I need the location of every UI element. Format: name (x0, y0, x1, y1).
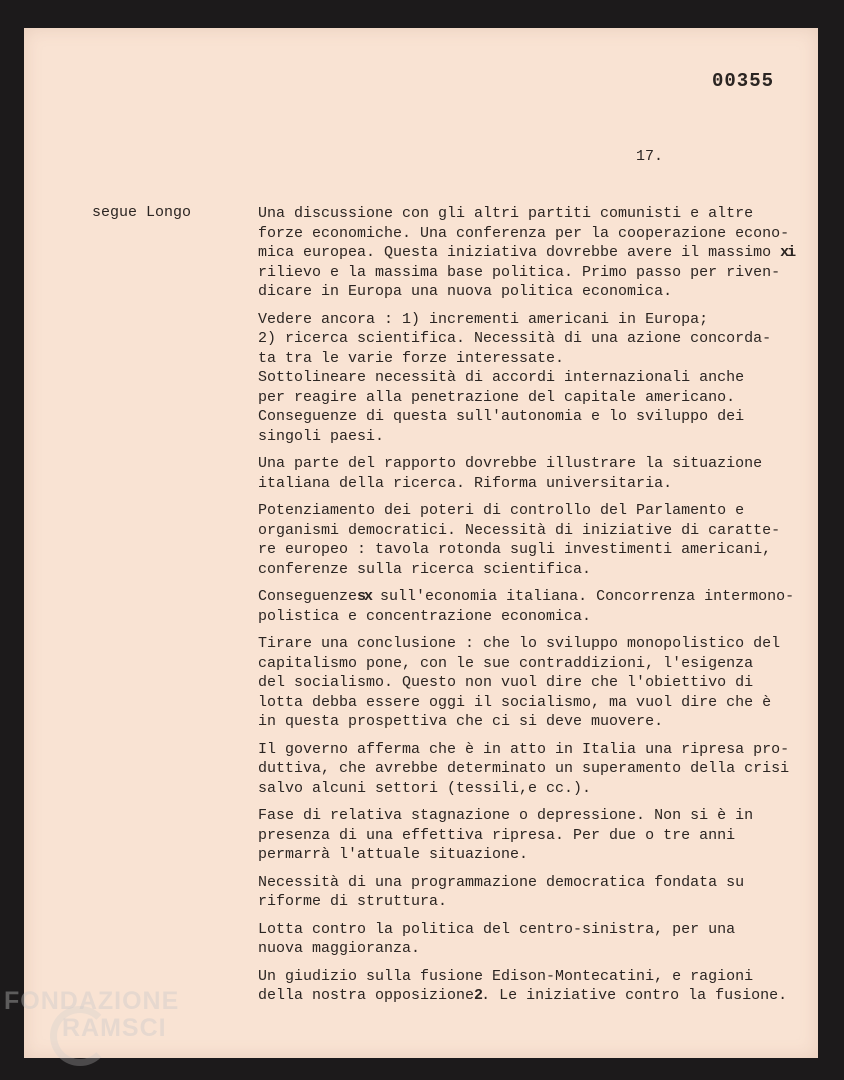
text-line: re europeo : tavola rotonda sugli investimenti americani, (258, 541, 772, 558)
typed-strikeover: sx (357, 588, 372, 605)
document-page (24, 28, 818, 1058)
text-line: Un giudizio sulla fusione Edison-Montecatini, e ragioni (258, 967, 754, 985)
text-line: del socialismo. Questo non vuol dire che l'obiettivo di (258, 674, 754, 691)
text-line: Necessità di una programmazione democratica fondata su (258, 873, 745, 891)
text-line: per reagire alla penetrazione del capitale americano. (258, 388, 736, 406)
text-line: Tirare una conclusione : che lo sviluppo monopolistico del (258, 635, 781, 652)
text-line: permarrà l'attuale situazione. (258, 846, 529, 863)
text-line: Conseguenze di questa sull'autonomia e lo sviluppo dei (258, 408, 745, 425)
text-line: Il governo afferma che è in atto in Italia una ripresa pro- (258, 740, 790, 758)
paragraph-9 (258, 873, 818, 912)
watermark-g-icon (50, 1006, 110, 1066)
text-line: lotta debba essere oggi il socialismo, ma vuol dire che è (258, 693, 772, 711)
text-line: rilievo e la massima base politica. Primo passo per riven- (258, 263, 781, 281)
paragraph-5 (258, 587, 818, 626)
text-line: capitalismo pone, con le sue contraddizioni, l'esigenza (258, 654, 754, 672)
page-number: 17. (636, 148, 664, 165)
text-line: Conseguenzesx sull'economia italiana. Concorrenza intermono- (258, 588, 795, 605)
paragraph-6 (258, 634, 818, 732)
text-line: organismi democratici. Necessità di iniziative di caratte- (258, 521, 781, 539)
speaker-label: segue Longo (92, 204, 192, 221)
text-line: presenza di una effettiva ripresa. Per due o tre anni (258, 826, 736, 844)
text-line: dicare in Europa una nuova politica economica. (258, 283, 673, 300)
text-line: polistica e concentrazione economica. (258, 607, 592, 625)
text-line: in questa prospettiva che ci si deve muovere. (258, 713, 664, 730)
typed-strikeover: xi (780, 244, 795, 261)
document-body (258, 204, 818, 1014)
text-line: forze economiche. Una conferenza per la cooperazione econo- (258, 224, 790, 242)
text-line: Una parte del rapporto dovrebbe illustrare la situazione (258, 455, 763, 472)
text-line: singoli paesi. (258, 427, 385, 445)
text-line: della nostra opposizione2. Le iniziative contro la fusione. (258, 987, 788, 1004)
text-line: Potenziamento dei poteri di controllo del Parlamento e (258, 502, 745, 519)
text-line: mica europea. Questa iniziativa dovrebbe avere il massimo xi (258, 244, 795, 261)
text-line: Una discussione con gli altri partiti comunisti e altre (258, 205, 754, 222)
paragraph-11 (258, 967, 818, 1006)
paragraph-7 (258, 740, 818, 799)
watermark-line-2: RAMSCI (62, 1014, 167, 1042)
text-line: Sottolineare necessità di accordi internazionali anche (258, 369, 745, 386)
text-line: nuova maggioranza. (258, 940, 421, 957)
text-line: italiana della ricerca. Riforma universitaria. (258, 474, 673, 492)
paragraph-10 (258, 920, 818, 959)
watermark-line-1: FONDAZIONE (4, 987, 180, 1015)
archive-watermark-logo (4, 988, 179, 1042)
text-line: salvo alcuni settori (tessili,e cc.). (258, 779, 592, 797)
typed-strikeover: 2 (474, 987, 482, 1004)
text-line: ta tra le varie forze interessate. (258, 349, 565, 367)
paragraph-8 (258, 806, 818, 865)
document-number: 00355 (711, 70, 774, 92)
text-line: Vedere ancora : 1) incrementi americani in Europa; (258, 310, 709, 328)
text-line: riforme di struttura. (258, 893, 448, 910)
paragraph-4 (258, 501, 818, 579)
text-line: Fase di relativa stagnazione o depressione. Non si è in (258, 807, 754, 824)
paragraph-3 (258, 454, 818, 493)
paragraph-2 (258, 310, 818, 447)
text-line: conferenze sulla ricerca scientifica. (258, 560, 592, 578)
text-line: Lotta contro la politica del centro-sinistra, per una (258, 920, 736, 938)
paragraph-1 (258, 204, 818, 302)
text-line: duttiva, che avrebbe determinato un superamento della crisi (258, 760, 790, 777)
text-line: 2) ricerca scientifica. Necessità di una azione concorda- (258, 330, 772, 347)
